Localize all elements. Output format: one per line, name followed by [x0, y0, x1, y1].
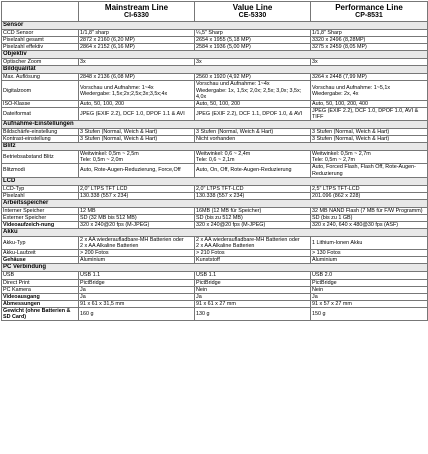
section-row [2, 177, 428, 185]
spec-value: Nein [195, 286, 311, 293]
spec-label: Blitzmodi [2, 164, 79, 177]
spec-value: 12 MB [79, 207, 195, 214]
spec-value: 91 x 61 x 31,5 mm [79, 300, 195, 307]
spec-row [2, 74, 428, 81]
spec-row [2, 286, 428, 293]
spec-value: Vorschau und Aufnahme: 1~4x Wiedergabe: 1,5x;2x;2,5x;3x;3,5x;4x [79, 81, 195, 100]
spec-value: 3320 x 2496 (8,28MP) [311, 37, 428, 44]
spec-value: ¼,5" Sharp [195, 30, 311, 37]
header-col-0 [79, 2, 195, 22]
spec-row [2, 237, 428, 250]
section-heading: Akku [2, 229, 428, 237]
spec-row [2, 129, 428, 136]
spec-value: 2560 x 1920 (4,92 MP) [195, 74, 311, 81]
section-heading: Blitz [2, 143, 428, 151]
section-heading: Aufnahme-Einstellungen [2, 121, 428, 129]
spec-label: Pixelzahl [2, 192, 79, 199]
spec-value: SD (bis zu 512 MB) [195, 214, 311, 221]
column-model-name: CI-6330 [124, 12, 149, 19]
column-model-name: CE-5330 [238, 12, 267, 19]
spec-value: 3 Stufen (Normal, Weich & Hart) [79, 136, 195, 143]
spec-label: Gehäuse [2, 257, 79, 264]
section-heading: Arbeitsspeicher [2, 199, 428, 207]
spec-label: Akku-Laufzeit [2, 250, 79, 257]
spec-row [2, 279, 428, 286]
spec-value: 2,5" LTPS TFT-LCD [311, 185, 428, 192]
spec-value: 2 x AA wiederaufladbare-MH Batterien oder 2 x AA Alkaline Batterien [195, 237, 311, 250]
spec-value: 150 g [311, 307, 428, 320]
spec-value: SD (bis zu 1 GB) [311, 214, 428, 221]
section-heading: Objektiv [2, 51, 428, 59]
spec-value: JPEG (EXIF 2.2), DCF 1.0, DPOF 1.0, AVI & TIFF [311, 107, 428, 120]
spec-value: 130.338 (557 x 234) [195, 192, 311, 199]
spec-table-body [2, 2, 428, 321]
section-heading: Bildqualität [2, 66, 428, 74]
spec-value: 1/1,8" sharp [79, 30, 195, 37]
spec-row [2, 307, 428, 320]
spec-row [2, 107, 428, 120]
spec-value: 3x [195, 59, 311, 66]
spec-value: 2,0" LTPS TFT-LCD [195, 185, 311, 192]
spec-label: Optischer Zoom [2, 59, 79, 66]
header-corner [2, 2, 79, 22]
section-row [2, 22, 428, 30]
section-row [2, 51, 428, 59]
spec-value: 3x [79, 59, 195, 66]
spec-value: Auto, 50, 100, 200, 400 [311, 100, 428, 107]
spec-label: Kontrast-einstellung [2, 136, 79, 143]
spec-row [2, 272, 428, 279]
header-row [2, 2, 428, 22]
spec-value: Ja [79, 286, 195, 293]
spec-value: Weitwinkel: 0,5m ~ 2,5m Tele: 0,5m ~ 2,0m [79, 151, 195, 164]
spec-value: Ja [195, 293, 311, 300]
spec-row [2, 300, 428, 307]
spec-value: Aluminium [311, 257, 428, 264]
spec-value: PictBridge [311, 279, 428, 286]
spec-row [2, 151, 428, 164]
spec-value: 1 Lithium-Ionen Akku [311, 237, 428, 250]
spec-row [2, 192, 428, 199]
spec-row [2, 164, 428, 177]
spec-row [2, 100, 428, 107]
spec-value: 2654 x 1955 (5,18 MP) [195, 37, 311, 44]
spec-value: 3275 x 2459 (8,05 MP) [311, 44, 428, 51]
spec-value: Auto, Rote-Augen-Reduzierung, Force,Off [79, 164, 195, 177]
column-line-name: Value Line [232, 3, 273, 12]
spec-label: Pixelzahl gesamt [2, 37, 79, 44]
spec-row [2, 81, 428, 100]
column-model-name: CP-8531 [355, 12, 383, 19]
spec-value: Auto, 50, 100, 200 [195, 100, 311, 107]
spec-row [2, 250, 428, 257]
spec-value: Auto, 50, 100, 200 [79, 100, 195, 107]
spec-value: 16MB (12 MB für Speicher) [195, 207, 311, 214]
spec-value: 3 Stufen (Normal, Weich & Hart) [311, 129, 428, 136]
spec-row [2, 185, 428, 192]
spec-value: USB 1.1 [79, 272, 195, 279]
spec-label: Akku-Typ [2, 237, 79, 250]
spec-value: Ja [79, 293, 195, 300]
spec-label: Max. Auflösung [2, 74, 79, 81]
spec-value: JPEG (EXIF 2.2), DCF 1.1, DPOF 1.0, & AVI [195, 107, 311, 120]
spec-label: Betriebsabstand Blitz [2, 151, 79, 164]
spec-label: Abmessungen [2, 300, 79, 307]
section-heading: PC Verbindung [2, 264, 428, 272]
spec-label: PC Kamera [2, 286, 79, 293]
section-row [2, 229, 428, 237]
section-heading: LCD [2, 177, 428, 185]
spec-value: Nicht vorhanden [195, 136, 311, 143]
spec-value: SD (32 MB bis 512 MB) [79, 214, 195, 221]
spec-value: 320 x 240@20 fps (M-JPEG) [79, 221, 195, 228]
spec-value: USB 1.1 [195, 272, 311, 279]
spec-value: 3 Stufen (Normal, Weich & Hart) [195, 129, 311, 136]
spec-label: Pixelzahl effektiv [2, 44, 79, 51]
spec-row [2, 59, 428, 66]
spec-value: 2872 x 2160 (6,20 MP) [79, 37, 195, 44]
section-row [2, 199, 428, 207]
spec-value: 201.096 (862 x 228) [311, 192, 428, 199]
spec-value: 2 x AA wiederaufladbare-MH Batterien oder 2 x AA Alkaline Batterien [79, 237, 195, 250]
spec-value: 2,0" LTPS TFT LCD [79, 185, 195, 192]
spec-value: 3 Stufen (Normal, Weich & Hart) [79, 129, 195, 136]
spec-value: 91 x 57 x 27 mm [311, 300, 428, 307]
spec-value: 3 Stufen (Normal, Weich & Hart) [311, 136, 428, 143]
spec-label: Dateiformat [2, 107, 79, 120]
spec-value: Weitwinkel: 0,5m ~ 2,7m Tele: 0,5m ~ 2,7m [311, 151, 428, 164]
section-row [2, 264, 428, 272]
spec-label: Digitalzoom [2, 81, 79, 100]
spec-value: 2864 x 2152 (6,16 MP) [79, 44, 195, 51]
spec-label: Externer Speicher [2, 214, 79, 221]
spec-value: 2848 x 2136 (6,08 MP) [79, 74, 195, 81]
spec-value: 91 x 61 x 27 mm [195, 300, 311, 307]
section-row [2, 66, 428, 74]
spec-label: Interner Speicher [2, 207, 79, 214]
spec-value: > 130 Fotos [311, 250, 428, 257]
spec-label: Gewicht (ohne Batterien & SD Card) [2, 307, 79, 320]
section-row [2, 143, 428, 151]
spec-value: 32 MB NAND Flash (7 MB für F/W Programm) [311, 207, 428, 214]
spec-value: 130 g [195, 307, 311, 320]
spec-row [2, 207, 428, 214]
column-line-name: Performance Line [335, 3, 403, 12]
header-col-1 [195, 2, 311, 22]
spec-row [2, 30, 428, 37]
spec-value: Ja [311, 293, 428, 300]
spec-value: > 200 Fotos [79, 250, 195, 257]
spec-value: Auto, Forced Flash, Flash Off, Rote-Augen-Reduzierung [311, 164, 428, 177]
spec-row [2, 293, 428, 300]
spec-value: Kunststoff [195, 257, 311, 264]
spec-row [2, 221, 428, 228]
spec-label: Videoausgang [2, 293, 79, 300]
spec-label: Direct Print [2, 279, 79, 286]
header-col-2 [311, 2, 428, 22]
spec-label: Bildschärfe-einstellung [2, 129, 79, 136]
spec-value: PictBridge [79, 279, 195, 286]
spec-value: PictBridge [195, 279, 311, 286]
spec-value: 320 x 240, 640 x 480@30 fps (ASF) [311, 221, 428, 228]
spec-label: ISO-Klasse [2, 100, 79, 107]
column-line-name: Mainstream Line [104, 3, 169, 12]
spec-value: 2584 x 1936 (5,00 MP) [195, 44, 311, 51]
spec-label: USB [2, 272, 79, 279]
spec-value: 320 x 240@20 fps (M-JPEG) [195, 221, 311, 228]
spec-value: 3264 x 2448 (7,99 MP) [311, 74, 428, 81]
spec-row [2, 37, 428, 44]
spec-row [2, 44, 428, 51]
spec-value: USB 2.0 [311, 272, 428, 279]
spec-value: 130.338 (557 x 234) [79, 192, 195, 199]
spec-label: CCD Sensor [2, 30, 79, 37]
spec-value: Aluminium [79, 257, 195, 264]
spec-value: Nein [311, 286, 428, 293]
spec-value: 160 g [79, 307, 195, 320]
spec-label: Videoaufzeich-nung [2, 221, 79, 228]
spec-row [2, 214, 428, 221]
spec-value: > 210 Fotos [195, 250, 311, 257]
spec-value: Vorschau und Aufnahme: 1~4x Wiedergabe: 1x, 1,5x; 2,0x; 2,5x; 3,0x; 3,5x; 4,0x [195, 81, 311, 100]
spec-table [1, 1, 428, 321]
spec-value: 1/1,8" Sharp [311, 30, 428, 37]
spec-value: 3x [311, 59, 428, 66]
spec-value: Vorschau und Aufnahme: 1~5,1x Wiedergabe: 2x, 4x [311, 81, 428, 100]
section-heading: Sensor [2, 22, 428, 30]
spec-value: Weitwinkel: 0,6 ~ 2,4m Tele: 0,6 ~ 2,1m [195, 151, 311, 164]
section-row [2, 121, 428, 129]
spec-value: Auto, On, Off, Rote-Augen-Reduzierung [195, 164, 311, 177]
spec-label: LCD-Typ [2, 185, 79, 192]
spec-row [2, 136, 428, 143]
spec-value: JPEG (EXIF 2.2), DCF 1.0, DPOF 1.1 & AVI [79, 107, 195, 120]
spec-row [2, 257, 428, 264]
